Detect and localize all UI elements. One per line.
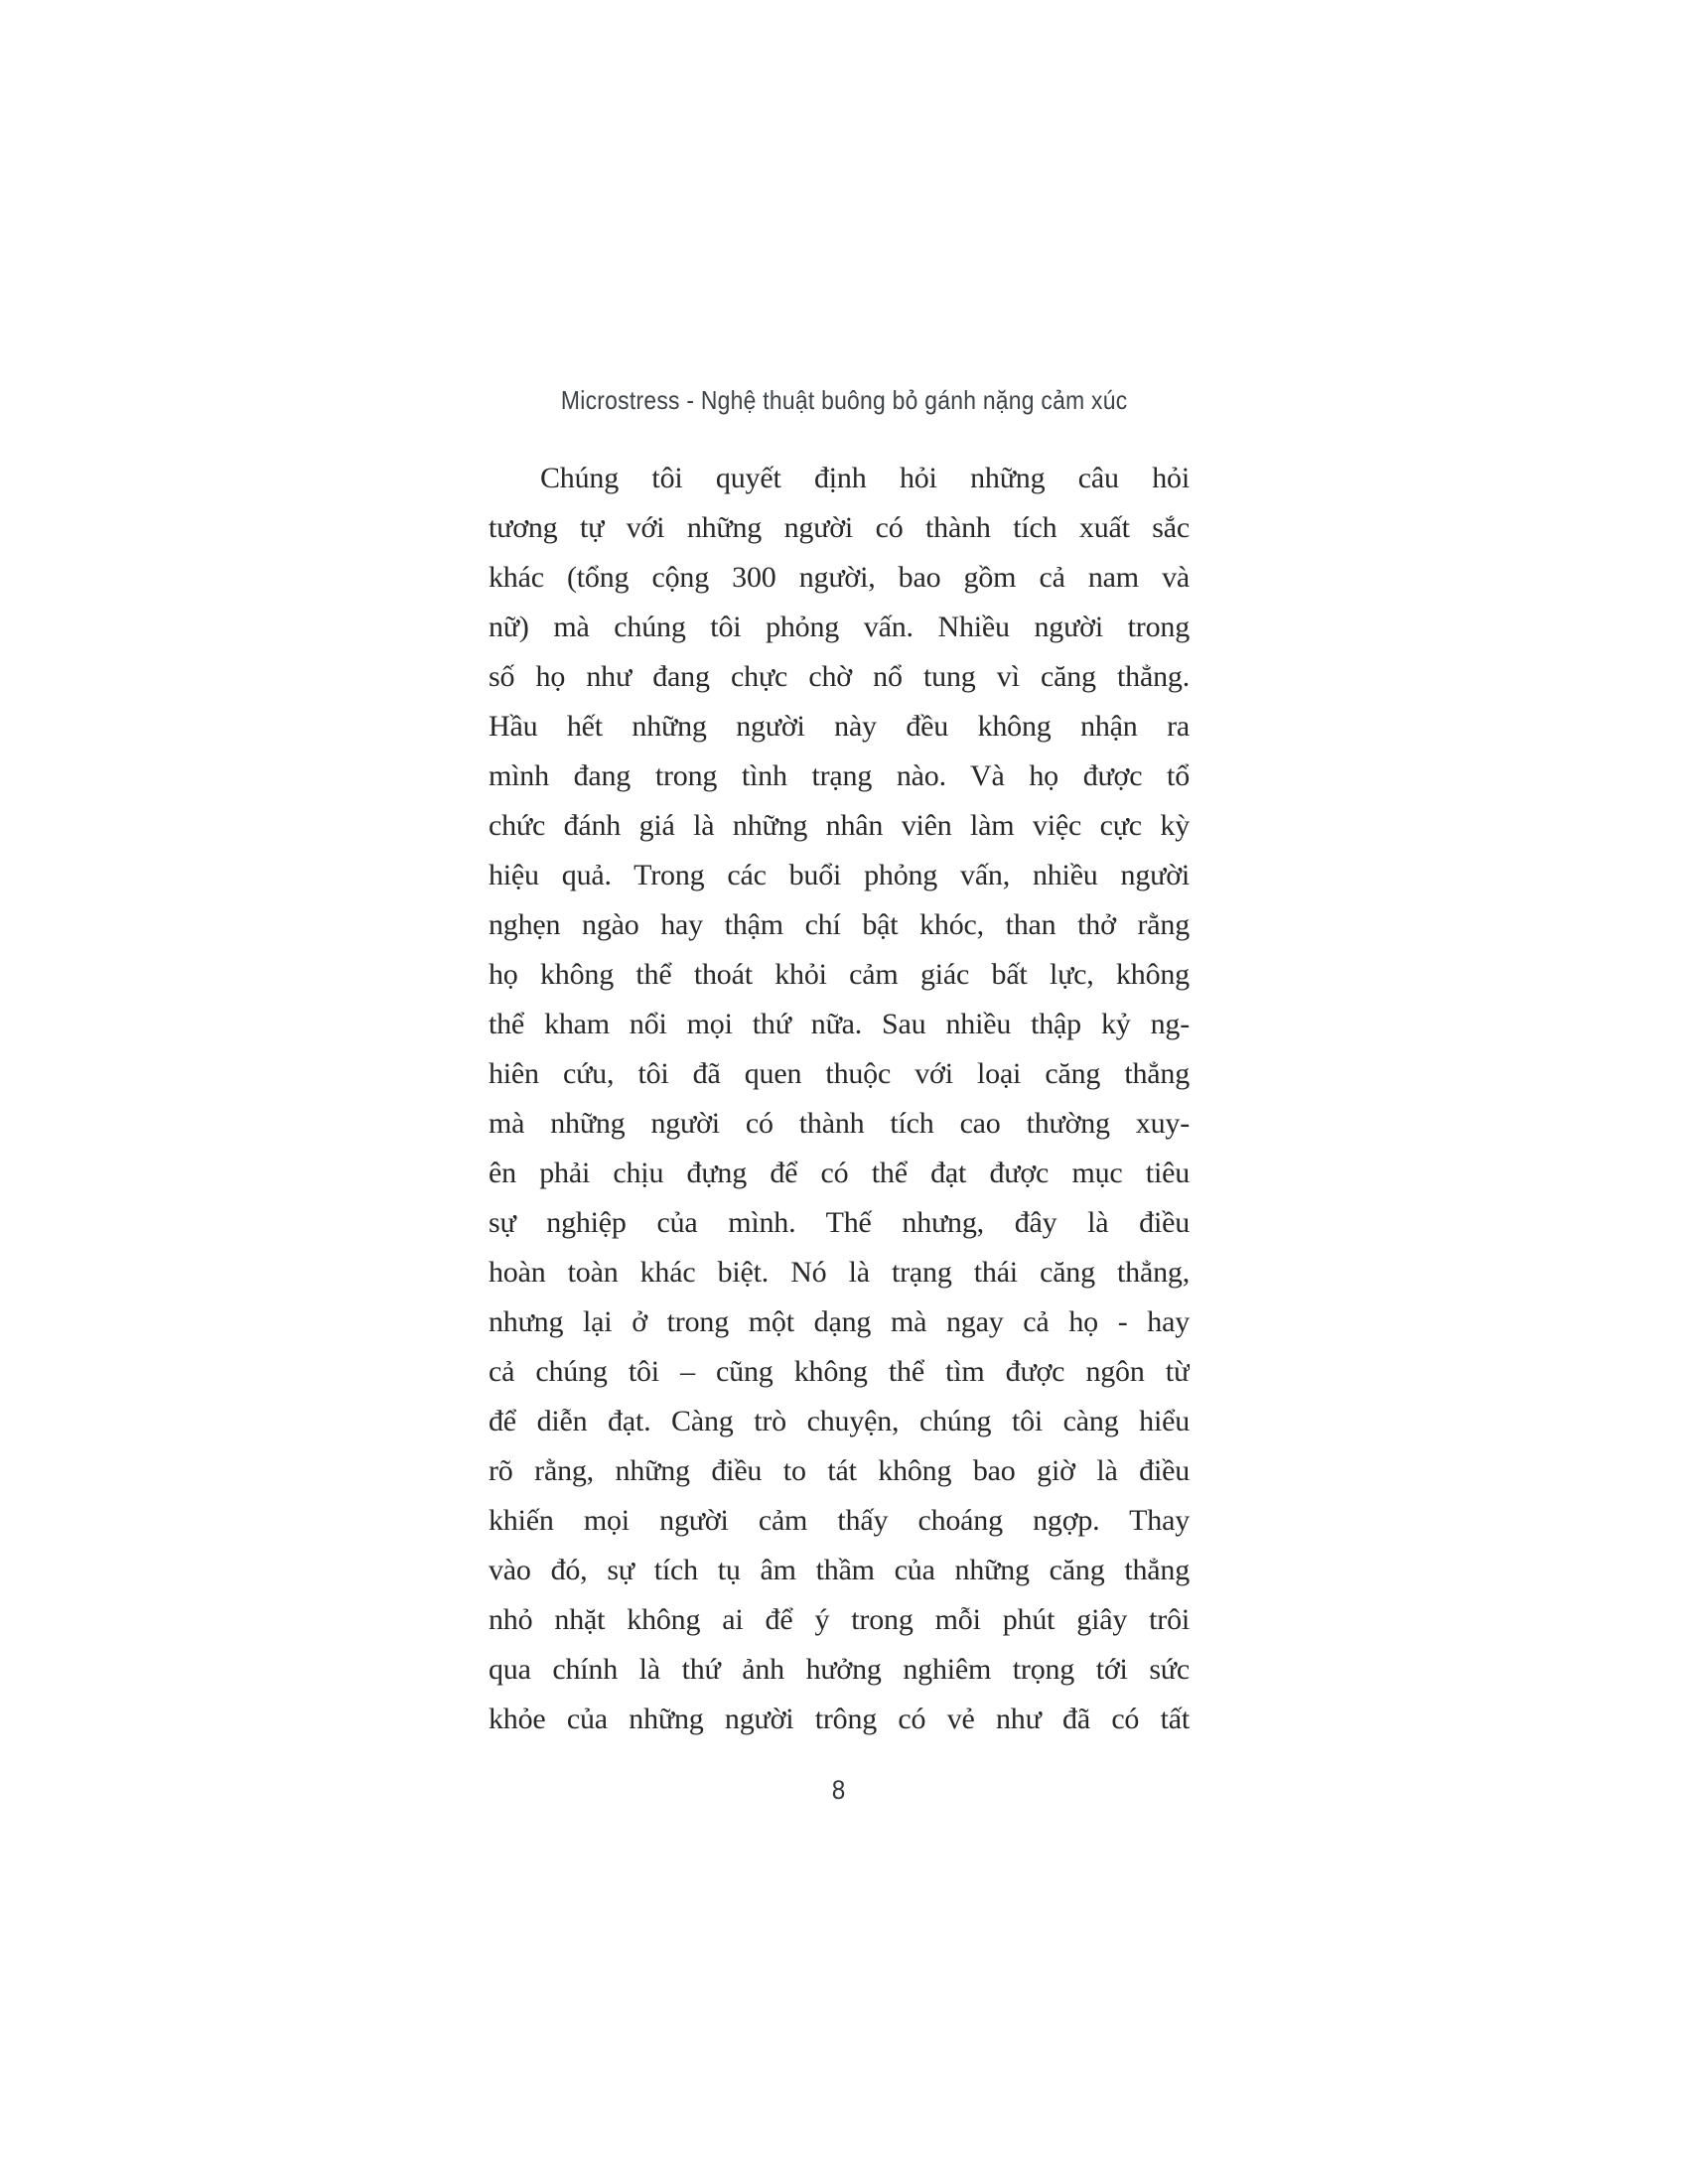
body-line: chức đánh giá là những nhân viên làm việc cực kỳ: [489, 809, 1190, 842]
body-line: mà những người có thành tích cao thường xuy-: [489, 1107, 1190, 1140]
body-line: mình đang trong tình trạng nào. Và họ được tổ: [489, 759, 1190, 792]
body-line: hoàn toàn khác biệt. Nó là trạng thái căng thẳng,: [489, 1256, 1190, 1289]
body-line: cả chúng tôi – cũng không thể tìm được ngôn từ: [489, 1355, 1190, 1388]
body-line: số họ như đang chực chờ nổ tung vì căng thẳng.: [489, 660, 1190, 693]
body-line: hiên cứu, tôi đã quen thuộc với loại căng thẳng: [489, 1057, 1190, 1090]
body-line: qua chính là thứ ảnh hưởng nghiêm trọng tới sức: [489, 1653, 1190, 1686]
body-line: họ không thể thoát khỏi cảm giác bất lực, không: [489, 958, 1190, 991]
body-line: nghẹn ngào hay thậm chí bật khóc, than thở rằng: [489, 908, 1190, 941]
body-line: ên phải chịu đựng để có thể đạt được mục tiêu: [489, 1157, 1190, 1189]
body-line: khiến mọi người cảm thấy choáng ngợp. Thay: [489, 1504, 1190, 1537]
body-line: hiệu quả. Trong các buổi phỏng vấn, nhiều người: [489, 859, 1190, 891]
body-line: khác (tổng cộng 300 người, bao gồm cả nam và: [489, 561, 1190, 594]
body-line: sự nghiệp của mình. Thế nhưng, đây là điều: [489, 1206, 1190, 1239]
body-line: nữ) mà chúng tôi phỏng vấn. Nhiều người trong: [489, 611, 1190, 643]
body-line: rõ rằng, những điều to tát không bao giờ là điều: [489, 1454, 1190, 1487]
body-line: vào đó, sự tích tụ âm thầm của những căng thẳng: [489, 1554, 1190, 1586]
body-paragraph: [489, 454, 1190, 1744]
body-line: nhưng lại ở trong một dạng mà ngay cả họ - hay: [489, 1305, 1190, 1338]
body-line: Hầu hết những người này đều không nhận ra: [489, 710, 1190, 743]
body-line: Chúng tôi quyết định hỏi những câu hỏi: [540, 462, 1190, 494]
running-header-title: Microstress - Nghệ thuật buông bỏ gánh nặng cảm xúc: [560, 385, 1128, 415]
page-number: 8: [832, 1775, 846, 1805]
body-line: để diễn đạt. Càng trò chuyện, chúng tôi càng hiểu: [489, 1405, 1190, 1437]
body-line: nhỏ nhặt không ai để ý trong mỗi phút giây trôi: [489, 1603, 1190, 1636]
running-header: [0, 385, 1688, 416]
body-line: khỏe của những người trông có vẻ như đã có tất: [489, 1703, 1190, 1735]
body-line: tương tự với những người có thành tích xuất sắc: [489, 511, 1190, 544]
body-line: thể kham nổi mọi thứ nữa. Sau nhiều thập kỷ ng-: [489, 1008, 1190, 1040]
